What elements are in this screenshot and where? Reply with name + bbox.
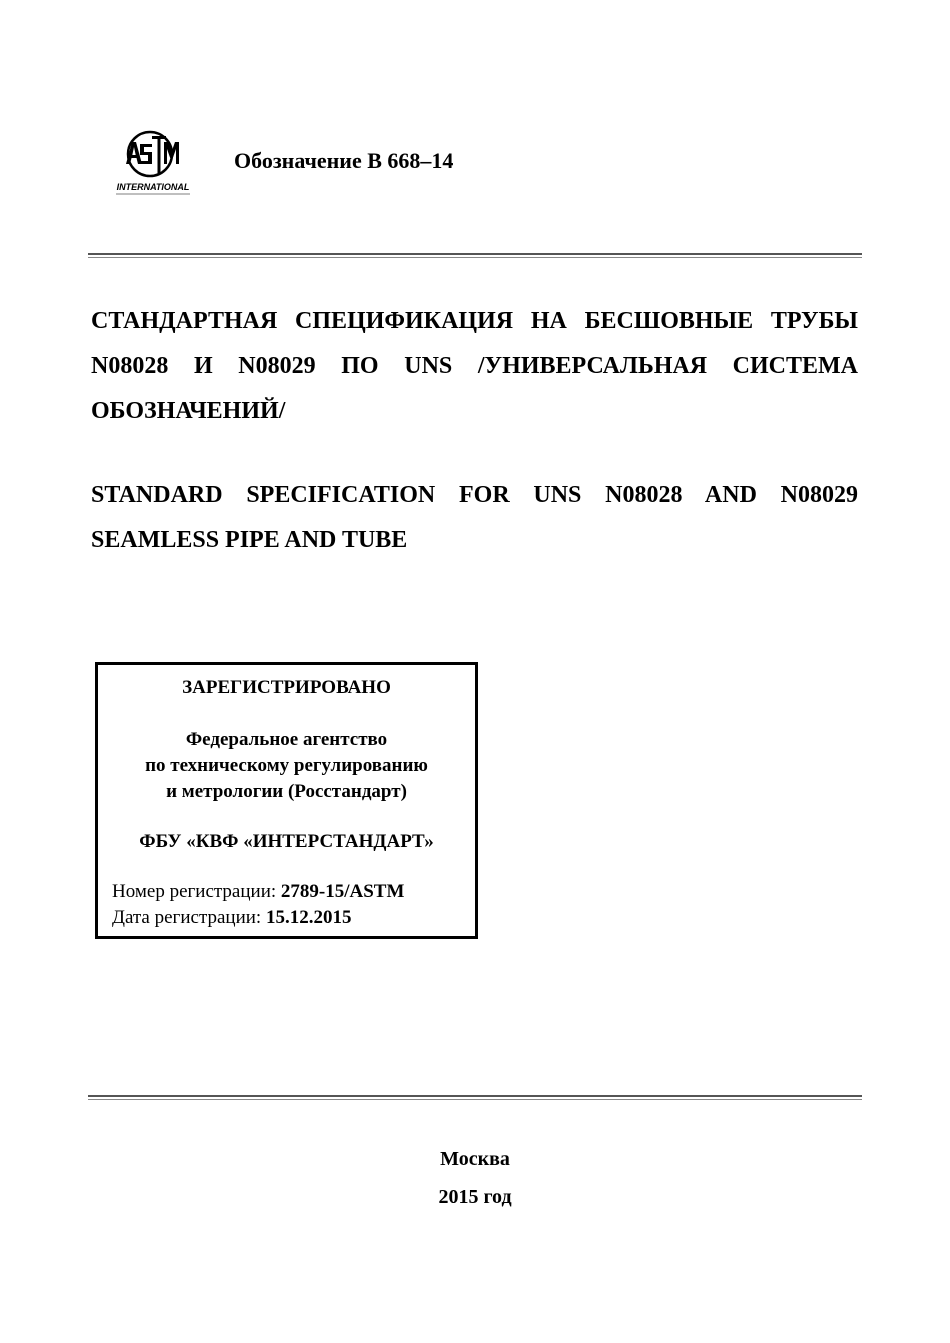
svg-text:INTERNATIONAL: INTERNATIONAL (116, 182, 190, 192)
registration-date (112, 907, 351, 929)
publication-year: 2015 год (438, 1186, 512, 1208)
document-title-en: STANDARD SPECIFICATION FOR UNS N08028 AND N08029 SEAMLESS PIPE AND TUBE (91, 482, 858, 553)
registration-stamp (95, 662, 478, 939)
document-title-ru: СТАНДАРТНАЯ СПЕЦИФИКАЦИЯ НА БЕСШОВНЫЕ ТРУБЫ N08028 И N08029 ПО UNS /УНИВЕРСАЛЬНАЯ СИСТЕМА ОБОЗНАЧЕНИЙ/ (91, 308, 858, 424)
registration-number (112, 881, 404, 903)
registration-date-label: Дата регистрации: (112, 907, 262, 928)
registration-number-value: 2789-15/ASTM (280, 881, 405, 902)
bottom-divider (88, 1095, 862, 1100)
publication-city: Москва (440, 1148, 510, 1170)
agency-line-1: Федеральное агентство (185, 729, 388, 750)
agency-line-2: по техническому регулированию (145, 755, 428, 776)
registration-heading: ЗАРЕГИСТРИРОВАНО (182, 677, 391, 698)
document-designation: Обозначение B 668–14 (234, 148, 454, 173)
registration-number-label: Номер регистрации: (112, 881, 277, 902)
registration-organization: ФБУ «КВФ «ИНТЕРСТАНДАРТ» (139, 831, 434, 852)
registration-agency (98, 727, 475, 805)
astm-logo (110, 128, 196, 196)
top-divider (88, 253, 862, 258)
agency-line-3: и метрологии (Росстандарт) (166, 781, 407, 802)
registration-date-value: 15.12.2015 (265, 907, 352, 928)
